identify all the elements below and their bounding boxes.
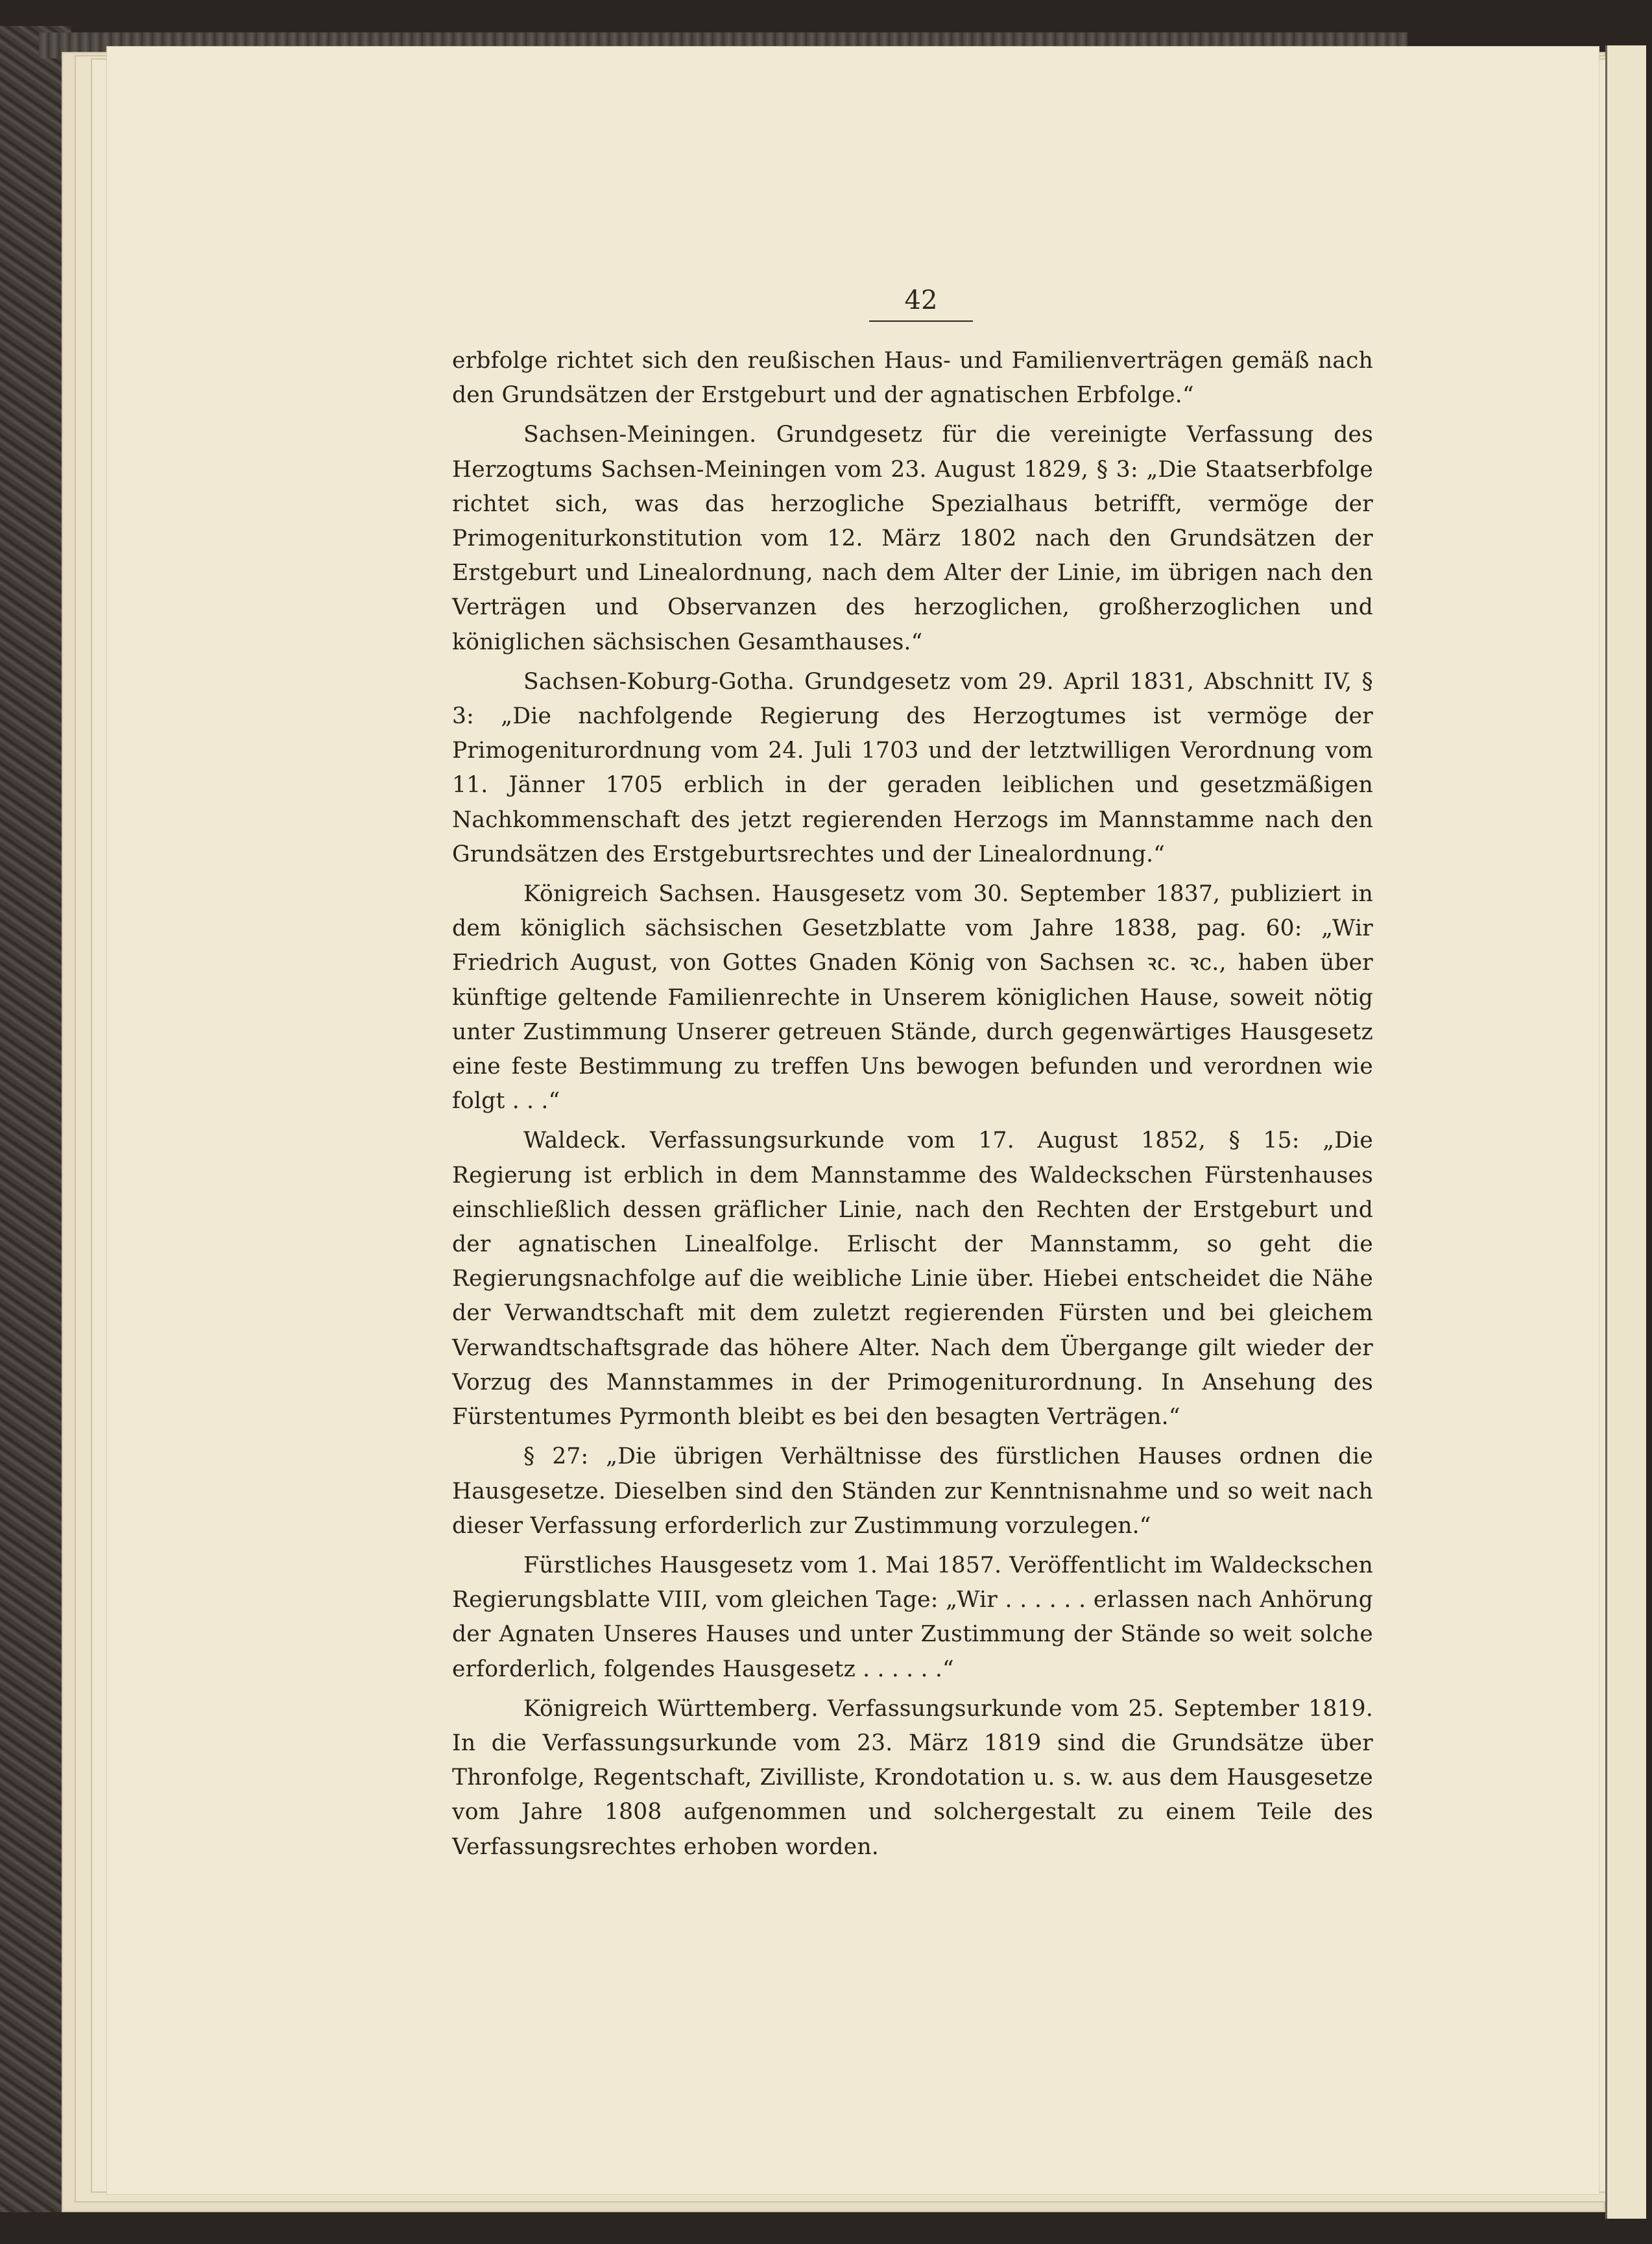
paragraph: § 27: „Die übrigen Verhältnisse des fürstlichen Hauses ordnen die Hausgesetze. Dieselben sind den Ständen zur Kenntnisnahme und so weit nach dieser Verfassung erforderlich zur Zustimmung vorzulegen.“	[452, 1443, 1373, 1539]
page-number: 42	[869, 285, 973, 322]
paragraph: Königreich Sachsen. Hausgesetz vom 30. September 1837, publiziert in dem königlich sächsischen Gesetzblatte vom Jahre 1838, pag. 60: „Wir Friedrich August, von Gottes Gnaden König von Sachsen ꝛc. ꝛc., haben über künftige geltende Familienrechte in Unserem königlichen Hause, soweit nötig unter Zustimmung Unserer getreuen Stände, durch gegenwärtiges Hausgesetz eine feste Bestimmung zu treffen Uns bewogen befunden und verordnen wie folgt . . .“	[452, 881, 1373, 1115]
facing-page-edge	[1605, 45, 1646, 2219]
paragraph: Waldeck. Verfassungsurkunde vom 17. August 1852, § 15: „Die Regierung ist erblich in dem Mannstamme des Waldeckschen Fürstenhauses einschließlich dessen gräflicher Linie, nach den Rechten der Erstgeburt und der agnatischen Linealfolge. Erlischt der Mannstamm, so geht die Regierungsnachfolge auf die weibliche Linie über. Hiebei entscheidet die Nähe der Verwandtschaft mit dem zuletzt regierenden Fürsten und bei gleichem Verwandtschaftsgrade das höhere Alter. Nach dem Übergange gilt wieder der Vorzug des Mannstammes in der Primogeniturordnung. In Ansehung des Fürstentumes Pyrmonth bleibt es bei den besagten Verträgen.“	[452, 1128, 1373, 1430]
paragraph: Sachsen-Meiningen. Grundgesetz für die vereinigte Verfassung des Herzogtums Sachsen-Meiningen vom 23. August 1829, § 3: „Die Staatserbfolge richtet sich, was das herzogliche Spezialhaus betrifft, vermöge der Primogeniturkonstitution vom 12. März 1802 nach den Grundsätzen der Erstgeburt und Linealordnung, nach dem Alter der Linie, im übrigen nach den Verträgen und Observanzen des herzoglichen, großherzoglichen und königlichen sächsischen Gesamthauses.“	[452, 422, 1373, 655]
paragraph: erbfolge richtet sich den reußischen Haus- und Familienverträgen gemäß nach den Grundsätzen der Erstgeburt und der agnatischen Erbfolge.“	[452, 348, 1373, 409]
paragraph: Fürstliches Hausgesetz vom 1. Mai 1857. Veröffentlicht im Waldeckschen Regierungsblatte VIII, vom gleichen Tage: „Wir . . . . . . erlassen nach Anhörung der Agnaten Unseres Hauses und unter Zustimmung der Stände so weit solche erforderlich, folgendes Hausgesetz . . . . . .“	[452, 1552, 1373, 1682]
paragraph: Sachsen-Koburg-Gotha. Grundgesetz vom 29. April 1831, Abschnitt IV, § 3: „Die nachfolgende Regierung des Herzogtumes ist vermöge der Primogeniturordnung vom 24. Juli 1703 und der letztwilligen Verordnung vom 11. Jänner 1705 erblich in der geraden leiblichen und gesetzmäßigen Nachkommenschaft des jetzt regierenden Herzogs im Mannstamme nach den Grundsätzen des Erstgeburtsrechtes und der Linealordnung.“	[452, 668, 1373, 867]
book-spine-edge	[0, 26, 71, 2212]
page-body-text	[452, 344, 1373, 1864]
paragraph: Königreich Württemberg. Verfassungsurkunde vom 25. September 1819. In die Verfassungsurkunde vom 23. März 1819 sind die Grundsätze über Thronfolge, Regentschaft, Zivilliste, Krondotation u. s. w. aus dem Hausgesetze vom Jahre 1808 aufgenommen und solchergestalt zu einem Teile des Verfassungsrechtes erhoben worden.	[452, 1695, 1373, 1860]
